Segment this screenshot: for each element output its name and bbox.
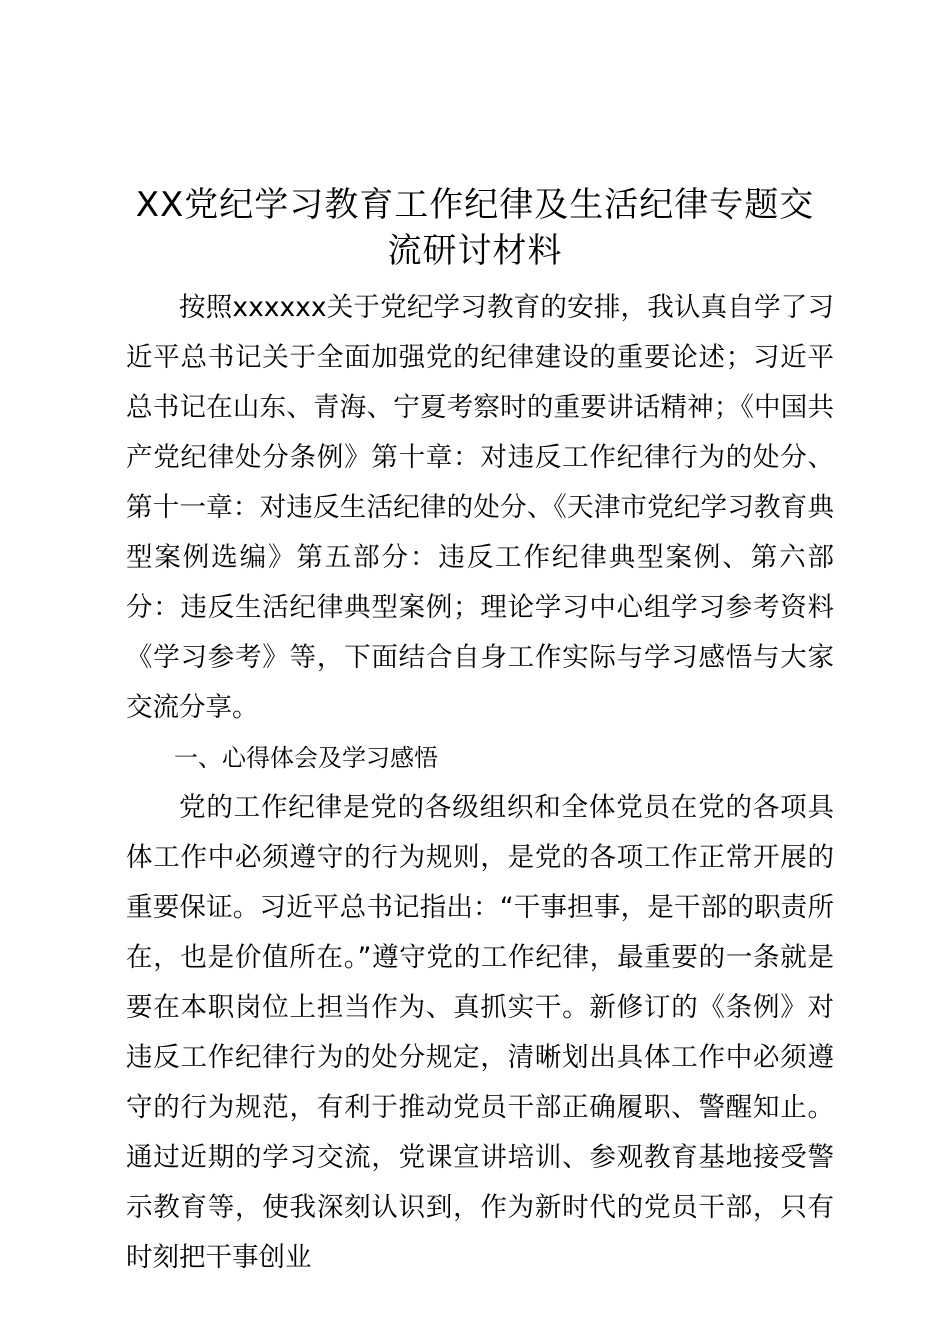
document-title: XX党纪学习教育工作纪律及生活纪律专题交流研讨材料 [135,185,815,271]
section-paragraph: 党的工作纪律是党的各级组织和全体党员在党的各项具体工作中必须遵守的行为规则，是党的各项工作正常开展的重要保证。习近平总书记指出：“干事担事，是干部的职责所在，也是价值所在。”遵守党的工作纪律，最重要的一条就是要在本职岗位上担当作为、真抓实干。新修订的《条例》对违反工作纪律行为的处分规定，清晰划出具体工作中必须遵守的行为规范，有利于推动党员干部正确履职、警醒知止。通过近期的学习交流，党课宣讲培训、参观教育基地接受警示教育等，使我深刻认识到，作为新时代的党员干部，只有时刻把干事创业 [126,792,834,1273]
intro-paragraph: 按照xxxxxx关于党纪学习教育的安排，我认真自学了习近平总书记关于全面加强党的纪律建设的重要论述；习近平总书记在山东、青海、宁夏考察时的重要讲话精神；《中国共产党纪律处分条例》第十章：对违反工作纪律行为的处分、第十一章：对违反生活纪律的处分、《天津市党纪学习教育典型案例选编》第五部分：违反工作纪律典型案例、第六部分：违反生活纪律典型案例；理论学习中心组学习参考资料《学习参考》等，下面结合自身工作实际与学习感悟与大家交流分享。 [126,292,834,723]
section-heading: 一、心得体会及学习感悟 [174,744,438,772]
document-body [126,283,834,1283]
